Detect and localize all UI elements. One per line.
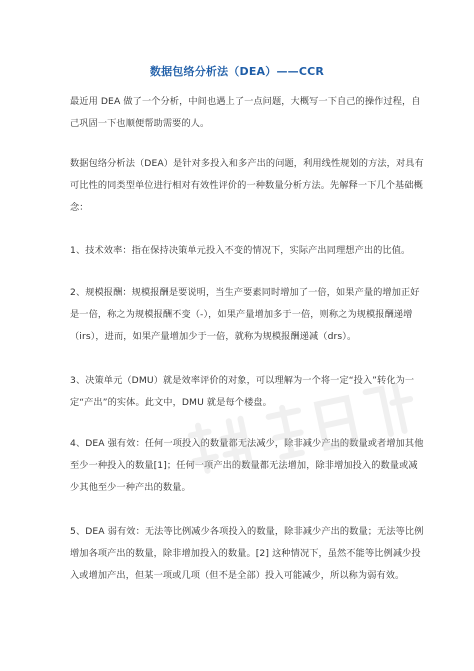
paragraph-dmu [70, 370, 415, 414]
paragraph-line: 5、DEA 弱有效：无法等比例减少各项投入的数量，除非减少产出的数量；无法等比例 [70, 526, 424, 537]
document-title: 数据包络分析法（DEA）——CCR [149, 65, 325, 78]
paragraph-line: （irs），进而，如果产量增加少于一倍，就称为规模报酬递减（drs）。 [70, 331, 357, 342]
paragraph-line: 2、规模报酬：规模报酬是要说明，当生产要素同时增加了一倍，如果产量的增加正好 [70, 287, 420, 298]
paragraph-line: 入或增加产出，但某一项或几项（但不是全部）投入可能减少，所以称为弱有效。 [70, 570, 405, 581]
paragraph-line: 定“产出”的实体。此文中，DMU 就是每个楼盘。 [70, 397, 272, 408]
paragraph-technical-efficiency [70, 240, 410, 262]
paragraph-line: 3、决策单元（DMU）就是效率评价的对象，可以理解为一个将一定“投入”转化为一 [70, 375, 415, 386]
paragraph-line: 可比性的同类型单位进行相对有效性评价的一种数量分析方法。先解释一下几个基础概 [70, 180, 423, 191]
paragraph-returns-to-scale [70, 282, 420, 348]
paragraph-dea-definition [70, 153, 424, 219]
paragraph-line: 己巩固一下也顺便帮助需要的人。 [70, 118, 210, 129]
paragraph-dea-weak [70, 521, 424, 587]
paragraph-intro [70, 91, 421, 135]
paragraph-line: 数据包络分析法（DEA）是针对多投入和多产出的问题，利用线性规划的方法，对具有 [70, 158, 424, 169]
paragraph-line: 最近用 DEA 做了一个分析，中间也遇上了一点问题，大概写一下自己的操作过程，自 [70, 96, 421, 107]
paragraph-line: 至少一种投入的数量[1]；任何一项产出的数量都无法增加，除非增加投入的数量或减 [70, 460, 418, 471]
paragraph-line: 增加各项产出的数量，除非增加投入的数量。[2] 这种情况下，虽然不能等比例减少投 [70, 548, 421, 559]
paragraph-dea-strong [70, 433, 424, 499]
paragraph-line: 1、技术效率：指在保持决策单元投入不变的情况下，实际产出同理想产出的比值。 [70, 245, 411, 256]
paragraph-line: 少其他至少一种产出的数量。 [70, 482, 191, 493]
paragraph-line: 念： [70, 202, 89, 213]
paragraph-line: 4、DEA 强有效：任何一项投入的数量都无法减少，除非减少产出的数量或者增加其他 [70, 438, 424, 449]
paragraph-line: 是一倍，称之为规模报酬不变（-），如果产量增加多于一倍，则称之为规模报酬递增 [70, 309, 413, 320]
